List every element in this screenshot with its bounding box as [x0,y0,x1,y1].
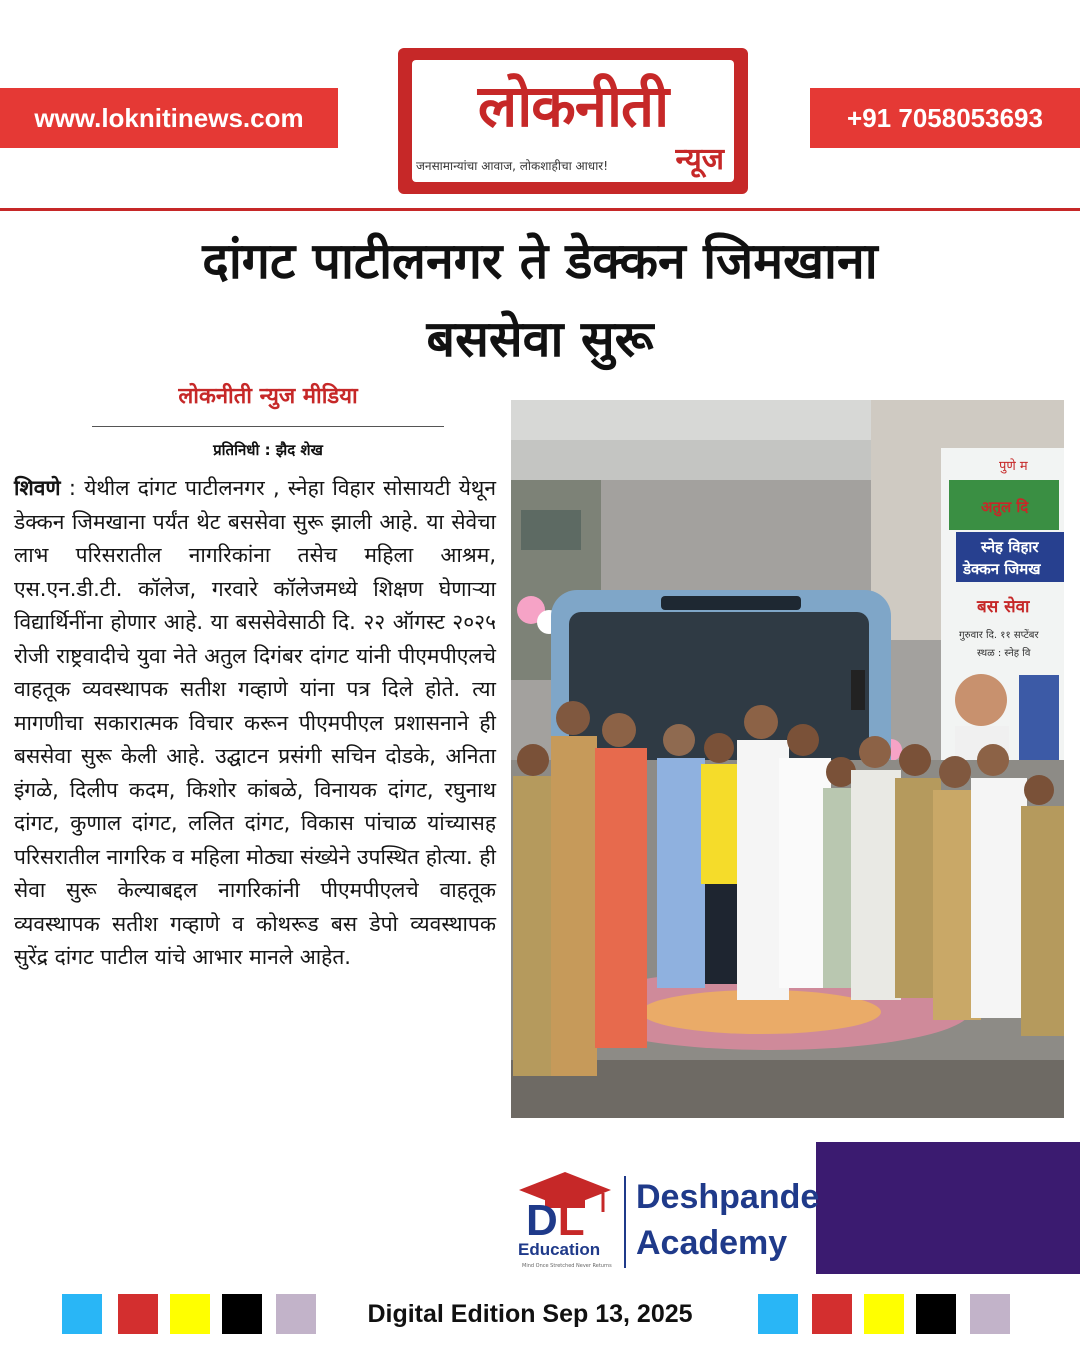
swatch-yellow-left [170,1294,210,1334]
dl-logo-word: Education [518,1240,601,1259]
dl-letter-l: L [557,1196,585,1245]
banner-line-1: स्नेह विहार [981,538,1039,556]
ad-divider [624,1176,626,1268]
reporter-byline: प्रतिनिधी : झैद शेख [213,441,323,459]
swatch-lilac-left [276,1294,316,1334]
website-badge[interactable] [0,88,338,148]
header-divider [0,208,1080,211]
logo-tagline: जनसामान्यांचा आवाज, लोकशाहीचा आधार! [416,159,609,173]
website-link[interactable]: www.loknitinews.com [34,102,304,133]
news-photo [511,400,1064,1118]
swatch-yellow-right [864,1294,904,1334]
ad-brand[interactable] [636,1174,819,1266]
banner-name-text: अतुल दि [981,498,1029,516]
headline-line-1: दांगट पाटीलनगर ते डेक्कन जिमखाना [202,232,878,290]
banner-line-3: बस सेवा [977,597,1030,617]
headline [40,222,1040,378]
dl-logo-letters [526,1196,585,1246]
ad-brand-line-2: Academy [636,1224,788,1262]
phone-badge[interactable] [810,88,1080,148]
banner-date: गुरुवार दि. ११ सप्टेंबर [959,630,1039,641]
banner-top-text: पुणे म [999,459,1028,474]
phone-number[interactable]: +91 7058053693 [847,102,1043,133]
headline-line-2: बससेवा सुरू [426,310,654,368]
article-body-text: : येथील दांगट पाटीलनगर , स्नेहा विहार सोसायटी येथून डेक्कन जिमखाना पर्यंत थेट बससेवा सुरू झाली आहे. या सेवेचा लाभ परिसरातील नागरिकांना तसेच महिला आश्रम, एस.एन.डी.टी. कॉलेज, गरवारे कॉलेजमध्ये शिक्षण घेणाऱ्या विद्यार्थिनींना होणार आहे. या बससेवेसाठी दि. २२ ऑगस्ट २०२५ रोजी राष्ट्रवादीचे युवा नेते अतुल दिगंबर दांगट यांनी पीएमपीएलचे वाहतूक व्यवस्थापक सतीश गव्हाणे यांना पत्र दिले होते. त्या मागणीचा सकारात्मक विचार करून पीएमपीएल प्रशासनाने ही बससेवा सुरू केली आहे. उद्घाटन प्रसंगी सचिन दोडके, अनिता इंगळे, दिलीप कदम, किशोर कांबळे, विनायक दांगट, रघुनाथ दांगट, कुणाल दांगट, ललित दांगट, विकास पांचाळ यांच्यासह परिसरातील नागरिक व महिला मोठ्या संख्येने उपस्थित होत्या. ही सेवा सुरू केल्याबद्दल नागरिकांनी पीएमपीएलचे वाहतूक व्यवस्थापक सतीश गव्हाणे व कोथरूड बस डेपो व्यवस्थापक सुरेंद्र दांगट पाटील यांचे आभार मानले आहेत. [14,476,496,969]
swatch-blue-left [62,1294,102,1334]
swatch-red-left [118,1294,158,1334]
swatch-black-left [222,1294,262,1334]
ad-brand-line-1: Deshpande [636,1178,820,1216]
byline-divider [92,426,444,427]
logo-name: लोकनीती [477,72,669,140]
logo-sub: न्यूज [675,142,724,177]
article-body [14,472,496,975]
swatch-red-right [812,1294,852,1334]
swatch-black-right [916,1294,956,1334]
loknitinews-logo [398,48,748,194]
swatch-lilac-right [970,1294,1010,1334]
swatch-blue-right [758,1294,798,1334]
ad-purple-block [816,1142,1080,1274]
banner-line-2: डेक्कन जिमख [963,560,1041,578]
dl-logo-tagline: Mind Once Stretched Never Returns [522,1263,612,1269]
logo-inner [412,60,734,182]
media-name: लोकनीती न्युज मीडिया [178,384,358,409]
news-photo-illustration [511,400,1064,1118]
dl-letter-d: D [526,1196,558,1245]
edition-date: Digital Edition Sep 13, 2025 [367,1300,693,1328]
banner-place: स्थळ : स्नेह वि [977,648,1031,659]
dateline: शिवणे [14,476,61,500]
